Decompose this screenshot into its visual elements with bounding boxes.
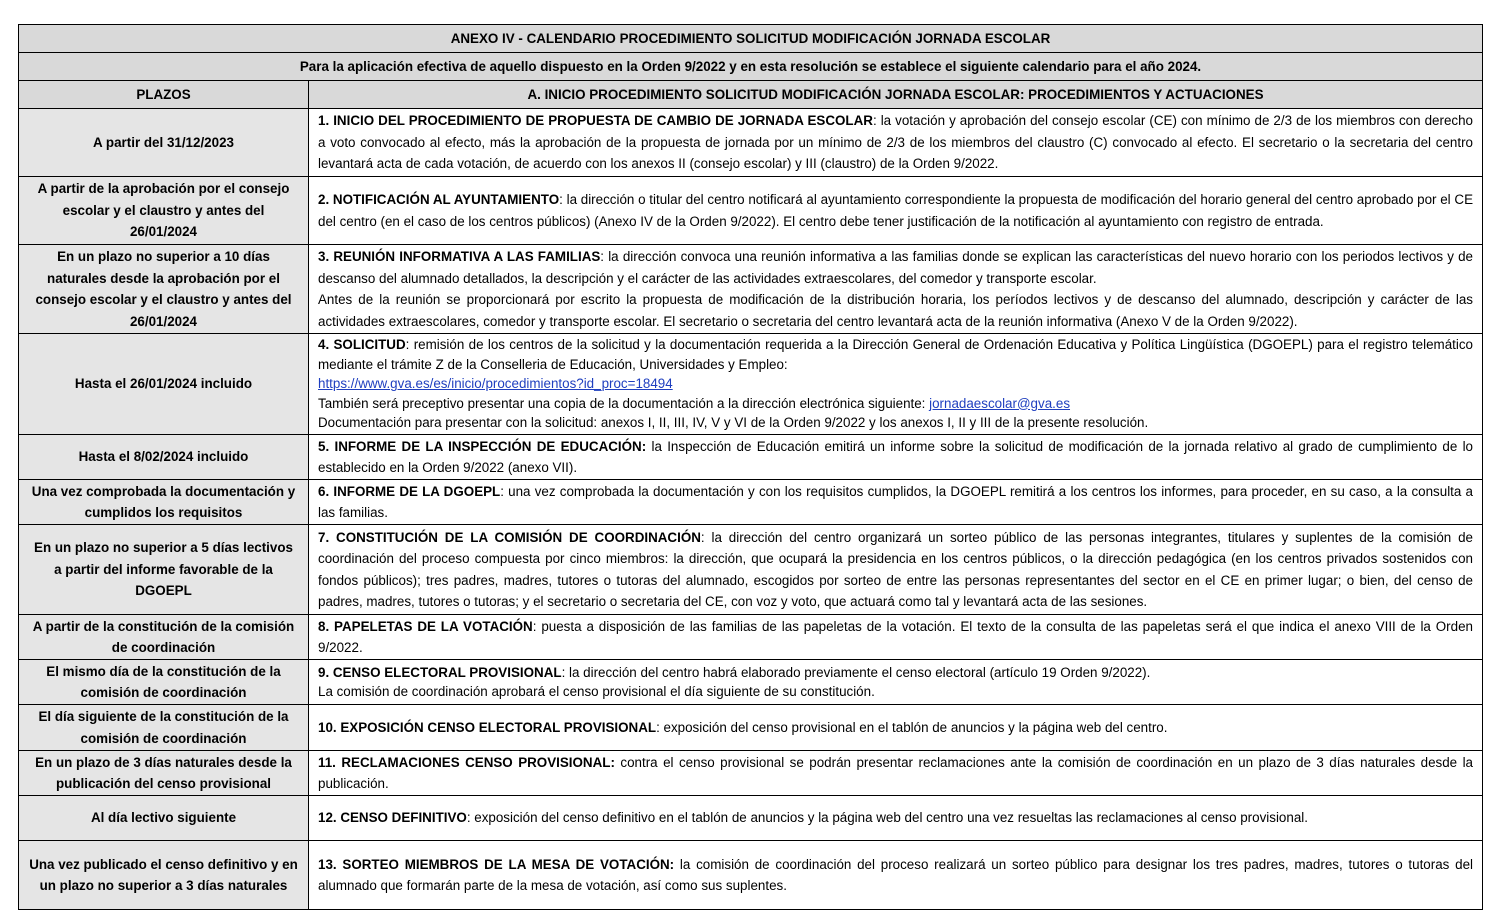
action-text: : exposición del censo provisional en el tablón de anuncios y la página web del centro. (656, 719, 1168, 735)
action-title: 12. CENSO DEFINITIVO (318, 810, 467, 826)
action-title: 1. INICIO DEL PROCEDIMIENTO DE PROPUESTA DE CAMBIO DE JORNADA ESCOLAR (318, 113, 873, 129)
action-title: 5. INFORME DE LA INSPECCIÓN DE EDUCACIÓN: (318, 438, 647, 454)
plazo-cell: Al día lectivo siguiente (19, 796, 309, 841)
action-title: 11. RECLAMACIONES CENSO PROVISIONAL: (318, 754, 615, 770)
action-cell (309, 841, 1483, 910)
action-title: 9. CENSO ELECTORAL PROVISIONAL (318, 664, 562, 680)
action-title: 10. EXPOSICIÓN CENSO ELECTORAL PROVISIONAL (318, 719, 657, 735)
column-header-section: A. INICIO PROCEDIMIENTO SOLICITUD MODIFICACIÓN JORNADA ESCOLAR: PROCEDIMIENTOS Y ACTUACIONES (309, 81, 1483, 109)
table-row (19, 480, 1483, 525)
action-text-2: También será preceptivo presentar una copia de la documentación a la dirección electrónica siguiente: (318, 395, 930, 411)
action-title: 4. SOLICITUD (318, 337, 406, 353)
action-text: : la votación y aprobación del consejo escolar (CE) con mínimo de 2/3 de los miembros con derecho a voto convocado al efecto, más la aprobación de la propuesta de jornada por un mínimo de 2/3 de los miembros del claustro (C) convocado al efecto. El secretario o la secretaria del centro levantará acta de cada votación, de acuerdo con los anexos II (consejo escolar) y III (claustro) de la Orden 9/2022. (318, 113, 1473, 172)
plazo-cell: En un plazo no superior a 5 días lectivos a partir del informe favorable de la DGOEPL (19, 525, 309, 615)
action-text: : puesta a disposición de las familias de las papeletas de la votación. El texto de la consulta de las papeletas será el que indica el anexo VIII de la Orden 9/2022. (318, 618, 1473, 655)
action-text: : la dirección del centro organizará un sorteo público de las personas integrantes, titulares y suplentes de la comisión de coordinación del proceso compuesta por cinco miembros: la dirección, que ocupará la presidencia en los centros públicos, o la dirección pedagógica (en los centros privados sostenidos con fondos públicos); tres padres, madres, tutores o tutoras del alumnado, escogidos por sorteo de entre las personas representantes del sector en el CE en primer lugar; o bien, del censo de padres, madres, tutores o tutoras; y el secretario o secretaria del CE, con voz y voto, que actuará como tal y levantará acta de las sesiones. (318, 529, 1473, 609)
plazo-cell: A partir del 31/12/2023 (19, 109, 309, 177)
table-row (19, 177, 1483, 245)
action-cell (309, 796, 1483, 841)
action-cell (309, 245, 1483, 334)
action-cell (309, 615, 1483, 660)
table-row (19, 334, 1483, 435)
action-text-2: La comisión de coordinación aprobará el censo provisional el día siguiente de su constitución. (318, 684, 875, 699)
plazo-cell: Hasta el 26/01/2024 incluido (19, 334, 309, 435)
table-row (19, 841, 1483, 910)
table-row (19, 109, 1483, 177)
plazo-cell: El mismo día de la constitución de la comisión de coordinación (19, 660, 309, 705)
action-title: 7. CONSTITUCIÓN DE LA COMISIÓN DE COORDINACIÓN (318, 529, 701, 545)
plazo-cell: En un plazo no superior a 10 días naturales desde la aprobación por el consejo escolar y el claustro y antes del 26/01/2024 (19, 245, 309, 334)
table-row (19, 796, 1483, 841)
table-row (19, 435, 1483, 480)
procedure-link[interactable]: https://www.gva.es/es/inicio/procedimientos?id_proc=18494 (318, 376, 673, 392)
action-text-3: Documentación para presentar con la solicitud: anexos I, II, III, IV, V y VI de la Orden 9/2022 y los anexos I, II y III de la presente resolución. (318, 415, 1149, 431)
action-title: 13. SORTEO MIEMBROS DE LA MESA DE VOTACIÓN: (318, 856, 675, 872)
action-title: 3. REUNIÓN INFORMATIVA A LAS FAMILIAS (318, 249, 601, 264)
action-title: 8. PAPELETAS DE LA VOTACIÓN (318, 618, 533, 634)
action-cell (309, 177, 1483, 245)
action-text: la Inspección de Educación emitirá un informe sobre la solicitud de modificación de la jornada relativo al grado de cumplimiento de lo establecido en la Orden 9/2022 (anexo VII). (318, 438, 1473, 475)
action-text: : la dirección convoca una reunión informativa a las familias donde se explican las características del nuevo horario con los periodos lectivos y de descanso del alumnado detallados, la descripción y el carácter de las actividades extraescolares, del comedor y transporte escolar. (318, 249, 1473, 286)
action-cell (309, 109, 1483, 177)
action-cell (309, 334, 1483, 435)
annex-subtitle: Para la aplicación efectiva de aquello dispuesto en la Orden 9/2022 y en esta resolución se establece el siguiente calendario para el año 2024. (19, 53, 1483, 81)
plazo-cell: Una vez comprobada la documentación y cumplidos los requisitos (19, 480, 309, 525)
email-link[interactable]: jornadaescolar@gva.es (929, 395, 1071, 411)
action-text: la comisión de coordinación del proceso realizará un sorteo público para designar los tres padres, madres, tutores o tutoras del alumnado que formarán parte de la mesa de votación, así como sus suplentes. (318, 856, 1474, 893)
action-cell (309, 751, 1483, 796)
plazo-cell: El día siguiente de la constitución de la comisión de coordinación (19, 705, 309, 751)
annex-title: ANEXO IV - CALENDARIO PROCEDIMIENTO SOLICITUD MODIFICACIÓN JORNADA ESCOLAR (19, 25, 1483, 53)
action-text: : la dirección del centro habrá elaborado previamente el censo electoral (artículo 19 Orden 9/2022). (561, 664, 1151, 680)
plazo-cell: A partir de la aprobación por el consejo escolar y el claustro y antes del 26/01/2024 (19, 177, 309, 245)
action-cell (309, 435, 1483, 480)
action-text-2: Antes de la reunión se proporcionará por escrito la propuesta de modificación de la distribución horaria, los períodos lectivos y de descanso del alumnado, descripción y carácter de las actividades extraescolares, comedor y transporte escolar. El secretario o secretaria del centro levantará acta de la reunión informativa (Anexo V de la Orden 9/2022). (318, 292, 1473, 329)
action-cell (309, 705, 1483, 751)
action-title: 2. NOTIFICACIÓN AL AYUNTAMIENTO (318, 192, 560, 207)
action-text: : una vez comprobada la documentación y con los requisitos cumplidos, la DGOEPL remitirá a los centros los informes, para proceder, en su caso, a la consulta a las familias. (318, 483, 1473, 520)
plazo-cell: Hasta el 8/02/2024 incluido (19, 435, 309, 480)
plazo-cell: A partir de la constitución de la comisión de coordinación (19, 615, 309, 660)
action-cell (309, 480, 1483, 525)
table-row (19, 245, 1483, 334)
action-text: : exposición del censo definitivo en el tablón de anuncios y la página web del centro una vez resueltas las reclamaciones al censo provisional. (466, 810, 1308, 826)
table-row (19, 751, 1483, 796)
table-row (19, 525, 1483, 615)
action-text: contra el censo provisional se podrán presentar reclamaciones ante la comisión de coordinación en un plazo de 3 días naturales desde la publicación. (318, 754, 1473, 791)
table-row (19, 705, 1483, 751)
calendar-table (18, 24, 1483, 910)
plazo-cell: Una vez publicado el censo definitivo y en un plazo no superior a 3 días naturales (19, 841, 309, 910)
action-text: : remisión de los centros de la solicitud y la documentación requerida a la Dirección General de Ordenación Educativa y Política Lingüística (DGOEPL) para el registro telemático mediante el trámite Z de la Conselleria de Educación, Universidades y Empleo: (318, 337, 1473, 372)
plazo-cell: En un plazo de 3 días naturales desde la publicación del censo provisional (19, 751, 309, 796)
action-title: 6. INFORME DE LA DGOEPL (318, 483, 501, 499)
action-cell (309, 660, 1483, 705)
action-text: : la dirección o titular del centro notificará al ayuntamiento correspondiente la propuesta de modificación del horario general del centro aprobado por el CE del centro (en el caso de los centros públicos) (Anexo IV de la Orden 9/2022). El centro debe tener justificación de la notificación al ayuntamiento con registro de entrada. (318, 192, 1473, 229)
table-row (19, 660, 1483, 705)
table-row (19, 615, 1483, 660)
action-cell (309, 525, 1483, 615)
column-header-plazos: PLAZOS (19, 81, 309, 109)
